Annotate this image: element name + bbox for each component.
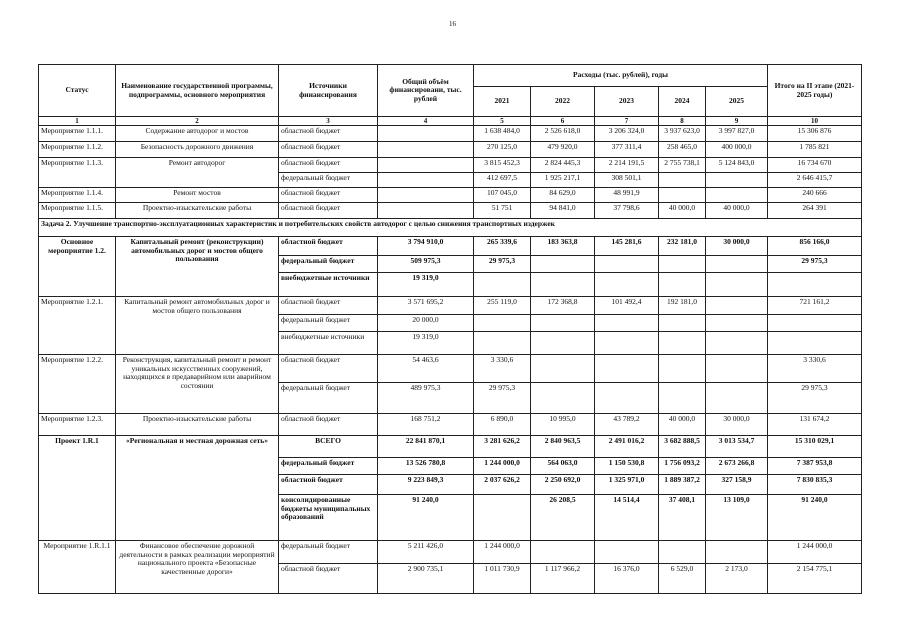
header-year: 2022 [531,87,595,117]
cell-2024 [659,315,706,332]
cell-2024: 1 889 387,2 [659,475,706,495]
cell-2024 [659,256,706,273]
header-itogo: Итого на II этапе (2021-2025 годы) [768,65,862,117]
row-source: областной бюджет [279,414,378,436]
cell-2025 [706,297,768,315]
col-number: 3 [279,117,378,126]
cell-total: 9 223 849,3 [378,475,474,495]
row-name: «Региональная и местная дорожная сеть» [116,436,279,541]
cell-2025 [706,173,768,188]
cell-2024 [659,188,706,203]
cell-2021: 1 244 000,0 [474,541,531,564]
cell-2025: 30 000,0 [706,414,768,436]
header-status: Статус [39,65,116,117]
cell-2024: 192 181,0 [659,297,706,315]
cell-itogo: 3 330,6 [768,355,862,383]
cell-2024 [659,332,706,355]
cell-2021: 6 890,0 [474,414,531,436]
col-number: 9 [706,117,768,126]
cell-2021: 51 751 [474,203,531,219]
cell-2022: 2 250 692,0 [531,475,595,495]
cell-2023 [595,355,659,383]
col-number: 2 [116,117,279,126]
cell-2025: 13 109,0 [706,495,768,541]
cell-2021: 265 339,6 [474,237,531,256]
cell-2022: 2 526 618,0 [531,126,595,142]
cell-itogo [768,332,862,355]
row-status: Мероприятие 1.1.4. [39,188,116,203]
header-year: 2021 [474,87,531,117]
header-expenses: Расходы (тыс. рублей), годы [474,65,768,87]
row-source: федеральный бюджет [279,458,378,475]
cell-2021: 1 011 730,9 [474,564,531,594]
row-status: Мероприятие 1.2.2. [39,355,116,414]
cell-itogo: 856 166,0 [768,237,862,256]
row-source: федеральный бюджет [279,256,378,273]
cell-2025: 2 173,0 [706,564,768,594]
cell-itogo: 7 830 835,3 [768,475,862,495]
row-status: Мероприятие 1.1.2. [39,142,116,158]
financing-table [38,64,862,594]
row-status: Мероприятие 1.1.3. [39,158,116,188]
cell-2025 [706,273,768,297]
row-source: федеральный бюджет [279,315,378,332]
col-number: 4 [378,117,474,126]
cell-2023 [595,383,659,414]
cell-2024 [659,541,706,564]
row-source: внебюджетные источники [279,273,378,297]
cell-2025 [706,541,768,564]
cell-2025 [706,315,768,332]
cell-2025: 30 000,0 [706,237,768,256]
cell-2023: 1 150 530,8 [595,458,659,475]
cell-2022 [531,355,595,383]
cell-2023: 37 798,6 [595,203,659,219]
cell-2023: 145 281,6 [595,237,659,256]
cell-2024: 40 000,0 [659,414,706,436]
row-name: Содержание автодорог и мостов [116,126,279,142]
cell-2024: 40 000,0 [659,203,706,219]
row-source: федеральный бюджет [279,173,378,188]
cell-2024 [659,273,706,297]
cell-2025 [706,383,768,414]
cell-itogo: 15 306 876 [768,126,862,142]
cell-2023: 16 376,0 [595,564,659,594]
cell-2023: 43 789,2 [595,414,659,436]
cell-2022: 10 995,0 [531,414,595,436]
row-status: Основное мероприятие 1.2. [39,237,116,297]
row-source: областной бюджет [279,188,378,203]
header-total: Общий объём финансировани, тыс. рублей [378,65,474,117]
cell-2023 [595,332,659,355]
cell-itogo: 2 154 775,1 [768,564,862,594]
cell-2025: 2 673 266,8 [706,458,768,475]
col-number: 10 [768,117,862,126]
cell-total: 3 571 695,2 [378,297,474,315]
row-name: Безопасность дорожного движения [116,142,279,158]
cell-2021 [474,273,531,297]
cell-itogo [768,273,862,297]
cell-2021: 255 119,0 [474,297,531,315]
row-name: Реконструкция, капитальный ремонт и ремонт уникальных искусственных сооружений, находящихся в предаварийном или аварийном состоянии [116,355,279,414]
row-source: областной бюджет [279,564,378,594]
cell-itogo: 264 391 [768,203,862,219]
cell-2023: 48 991,9 [595,188,659,203]
cell-2022 [531,273,595,297]
header-name: Наименование государственной программы, подпрограммы, основного мероприятия [116,65,279,117]
cell-total: 22 841 870,1 [378,436,474,458]
cell-2021: 107 045,0 [474,188,531,203]
task-2-heading: Задача 2. Улучшение транспортно-эксплуатационных характеристик и потребительских свойств автодорог с целью снижения транспортных издержек [39,219,862,237]
cell-2025: 400 000,0 [706,142,768,158]
row-name: Капитальный ремонт автомобильных дорог и мостов общего пользования [116,297,279,355]
col-number: 1 [39,117,116,126]
cell-2023 [595,256,659,273]
cell-itogo: 29 975,3 [768,256,862,273]
cell-2021 [474,315,531,332]
cell-2022: 1 925 217,1 [531,173,595,188]
cell-2023 [595,541,659,564]
cell-2022: 183 363,8 [531,237,595,256]
cell-total: 168 751,2 [378,414,474,436]
cell-2023: 2 214 191,5 [595,158,659,173]
cell-itogo [768,315,862,332]
row-source: областной бюджет [279,355,378,383]
cell-2022: 172 368,8 [531,297,595,315]
cell-itogo: 2 646 415,7 [768,173,862,188]
cell-itogo: 1 785 821 [768,142,862,158]
cell-itogo: 29 975,3 [768,383,862,414]
cell-2021: 29 975,3 [474,256,531,273]
cell-2023: 308 501,1 [595,173,659,188]
cell-2021: 2 037 626,2 [474,475,531,495]
row-source: областной бюджет [279,126,378,142]
cell-2021: 1 638 484,0 [474,126,531,142]
cell-total: 54 463,6 [378,355,474,383]
cell-2021: 1 244 000,0 [474,458,531,475]
cell-total: 5 211 426,0 [378,541,474,564]
row-source: ВСЕГО [279,436,378,458]
cell-2025: 3 997 827,0 [706,126,768,142]
cell-2022 [531,332,595,355]
cell-2025: 3 013 534,7 [706,436,768,458]
row-name: Капитальный ремонт (реконструкции) автомобильных дорог и мостов общего пользования [116,237,279,297]
row-status: Мероприятие 1.1.5. [39,203,116,219]
cell-total [378,173,474,188]
row-status: Мероприятие 1.2.3. [39,414,116,436]
col-number: 6 [531,117,595,126]
row-status: Проект 1.R.1 [39,436,116,541]
header-year: 2025 [706,87,768,117]
col-number: 5 [474,117,531,126]
cell-2021 [474,495,531,541]
cell-2024: 232 181,0 [659,237,706,256]
row-source: областной бюджет [279,237,378,256]
cell-2022: 479 920,0 [531,142,595,158]
cell-2023: 101 492,4 [595,297,659,315]
cell-itogo: 15 310 029,1 [768,436,862,458]
cell-total: 91 240,0 [378,495,474,541]
row-source: федеральный бюджет [279,383,378,414]
row-source: областной бюджет [279,203,378,219]
header-source: Источники финансирования [279,65,378,117]
row-name: Ремонт мостов [116,188,279,203]
cell-2022: 94 841,0 [531,203,595,219]
cell-2024: 37 408,1 [659,495,706,541]
cell-2022 [531,315,595,332]
cell-2023 [595,315,659,332]
cell-total [378,203,474,219]
cell-total: 13 526 780,8 [378,458,474,475]
cell-2025 [706,188,768,203]
cell-total: 3 794 910,0 [378,237,474,256]
cell-2022 [531,256,595,273]
cell-total: 509 975,3 [378,256,474,273]
row-source: федеральный бюджет [279,541,378,564]
cell-2025 [706,355,768,383]
row-source: областной бюджет [279,158,378,173]
cell-itogo: 1 244 000,0 [768,541,862,564]
cell-2022: 564 063,0 [531,458,595,475]
cell-2021: 270 125,0 [474,142,531,158]
cell-2021: 3 281 626,2 [474,436,531,458]
cell-2024: 3 937 623,0 [659,126,706,142]
cell-2024 [659,355,706,383]
cell-2023 [595,273,659,297]
col-number: 7 [595,117,659,126]
cell-total: 19 319,0 [378,273,474,297]
cell-itogo: 131 674,2 [768,414,862,436]
col-number: 8 [659,117,706,126]
cell-2022 [531,383,595,414]
row-name: Ремонт автодорог [116,158,279,188]
row-source: внебюджетные источники [279,332,378,355]
row-source: областной бюджет [279,297,378,315]
row-status: Мероприятие 1.R.1.1 [39,541,116,594]
cell-2021: 29 975,3 [474,383,531,414]
cell-itogo: 7 387 953,8 [768,458,862,475]
row-source: консолидированные бюджеты муниципальных образований [279,495,378,541]
cell-total: 2 900 735,1 [378,564,474,594]
cell-2022: 26 208,5 [531,495,595,541]
cell-2022 [531,541,595,564]
cell-2024: 6 529,0 [659,564,706,594]
cell-2021: 3 815 452,3 [474,158,531,173]
cell-total [378,158,474,173]
row-status: Мероприятие 1.1.1. [39,126,116,142]
cell-2025 [706,332,768,355]
header-year: 2023 [595,87,659,117]
cell-2022: 2 840 963,5 [531,436,595,458]
cell-2023: 2 491 016,2 [595,436,659,458]
cell-2024 [659,173,706,188]
cell-2025: 327 158,9 [706,475,768,495]
cell-2023: 377 311,4 [595,142,659,158]
page-number: 16 [449,20,456,28]
cell-total: 20 000,0 [378,315,474,332]
cell-itogo: 16 734 670 [768,158,862,173]
cell-total: 489 975,3 [378,383,474,414]
cell-2022: 2 824 445,3 [531,158,595,173]
cell-2025 [706,256,768,273]
cell-total: 19 319,0 [378,332,474,355]
header-year: 2024 [659,87,706,117]
cell-itogo: 240 666 [768,188,862,203]
row-source: областной бюджет [279,475,378,495]
cell-total [378,142,474,158]
cell-2023: 3 206 324,0 [595,126,659,142]
cell-2021: 412 697,5 [474,173,531,188]
cell-2024: 258 465,0 [659,142,706,158]
cell-2021 [474,332,531,355]
cell-2024: 1 756 093,2 [659,458,706,475]
cell-2025: 5 124 843,0 [706,158,768,173]
cell-2024: 2 755 738,1 [659,158,706,173]
cell-itogo: 91 240,0 [768,495,862,541]
cell-itogo: 721 161,2 [768,297,862,315]
cell-2025: 40 000,0 [706,203,768,219]
row-name: Финансовое обеспечение дорожной деятельности в рамках реализации мероприятий национального проекта «Безопасные качественные дороги» [116,541,279,594]
cell-2022: 1 117 966,2 [531,564,595,594]
cell-2024: 3 682 888,5 [659,436,706,458]
cell-2021: 3 330,6 [474,355,531,383]
cell-total [378,126,474,142]
cell-total [378,188,474,203]
row-name: Проектно-изыскательские работы [116,414,279,436]
row-status: Мероприятие 1.2.1. [39,297,116,355]
cell-2023: 14 514,4 [595,495,659,541]
row-name: Проектно-изыскательские работы [116,203,279,219]
cell-2024 [659,383,706,414]
cell-2022: 84 629,0 [531,188,595,203]
row-source: областной бюджет [279,142,378,158]
cell-2023: 1 325 971,0 [595,475,659,495]
